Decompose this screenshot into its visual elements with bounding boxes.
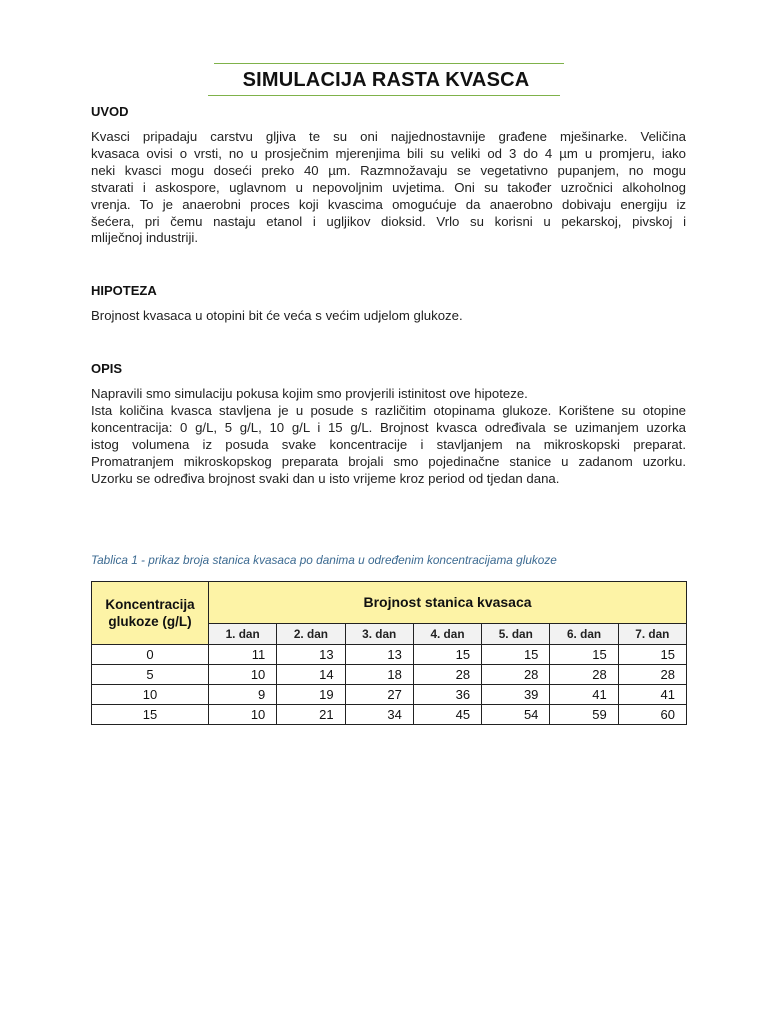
day-header: 3. dan [345, 623, 413, 644]
table-header-row [92, 582, 687, 624]
paragraph-line: Promatranjem mikroskopskog preparata brojali smo pojedinačne stanice u zadanom uzorku. [91, 453, 686, 469]
count-cell: 15 [482, 645, 550, 665]
document-title: SIMULACIJA RASTA KVASCA [242, 69, 530, 91]
table-row [92, 665, 687, 685]
section-heading-hipoteza: HIPOTEZA [91, 283, 157, 298]
paragraph-line: Kvasci pripadaju carstvu gljiva te su oni najjednostavnije građene mješinarke. Veličina [91, 129, 686, 144]
paragraph-line: stvarati i askospore, uglavnom u nepovoljnim uvjetima. Oni su također uzročnici alkoholnog [91, 179, 686, 195]
count-cell: 15 [618, 645, 686, 665]
count-cell: 13 [277, 645, 345, 665]
count-cell: 34 [345, 705, 413, 725]
paragraph-line: kvasaca ovisi o vrsti, no u prosječnim mjerenjima bili su veliki od 3 do 4 µm u promjeru, iako [91, 145, 686, 161]
document-title-block [208, 63, 564, 96]
count-cell: 59 [550, 705, 618, 725]
paragraph-line: vrenja. To je anaerobni proces koji kvascima omogućuje da anaerobno dobivaju energiju iz [91, 196, 686, 212]
count-cell: 41 [550, 685, 618, 705]
table-row [92, 645, 687, 665]
paragraph-line: mliječnoj industriji. [91, 230, 199, 246]
count-cell: 54 [482, 705, 550, 725]
count-cell: 15 [550, 645, 618, 665]
count-cell: 9 [209, 685, 277, 705]
paragraph-line: Napravili smo simulaciju pokusa kojim smo provjerili istinitost ove hipoteze. [91, 386, 528, 401]
count-cell: 18 [345, 665, 413, 685]
day-header: 2. dan [277, 623, 345, 644]
concentration-cell: 0 [92, 645, 209, 665]
paragraph-line: istog volumena iz posuda svake koncentracije i stavljanjem na mikroskopski preparat. [91, 436, 686, 452]
count-cell: 41 [618, 685, 686, 705]
section-heading-opis: OPIS [91, 361, 123, 376]
concentration-header: Koncentracija glukoze (g/L) [92, 582, 209, 645]
title-bottom-rule [208, 95, 560, 96]
count-cell: 28 [482, 665, 550, 685]
count-cell: 15 [413, 645, 481, 665]
count-cell: 21 [277, 705, 345, 725]
day-header: 6. dan [550, 623, 618, 644]
day-header: 4. dan [413, 623, 481, 644]
paragraph-line: Uzorku se određiva brojnost svaki dan u isto vrijeme kroz period od tjedan dana. [91, 470, 560, 486]
concentration-cell: 10 [92, 685, 209, 705]
count-cell: 11 [209, 645, 277, 665]
day-header: 7. dan [618, 623, 686, 644]
count-cell: 60 [618, 705, 686, 725]
cell-count-header: Brojnost stanica kvasaca [209, 582, 687, 624]
table-row [92, 685, 687, 705]
paragraph-line: Ista količina kvasca stavljena je u posude s različitim otopinama glukoze. Korištene su otopine [91, 402, 686, 418]
count-cell: 13 [345, 645, 413, 665]
section-heading-uvod: UVOD [91, 104, 129, 119]
table-row [92, 705, 687, 725]
count-cell: 28 [618, 665, 686, 685]
count-cell: 39 [482, 685, 550, 705]
paragraph-line: Brojnost kvasaca u otopini bit će veća s većim udjelom glukoze. [91, 308, 463, 323]
count-cell: 19 [277, 685, 345, 705]
table-caption: Tablica 1 - prikaz broja stanica kvasaca po danima u određenim koncentracijama glukoze [91, 553, 557, 567]
concentration-cell: 15 [92, 705, 209, 725]
count-cell: 10 [209, 705, 277, 725]
count-cell: 45 [413, 705, 481, 725]
day-header: 5. dan [482, 623, 550, 644]
opis-paragraph [91, 386, 686, 487]
paragraph-line: koncentracija: 0 g/L, 5 g/L, 10 g/L i 15 g/L. Brojnost kvasca određivala se uzimanjem uzorka [91, 419, 686, 435]
count-cell: 28 [550, 665, 618, 685]
paragraph-line: šećera, pri čemu nastaju etanol i ugljikov dioksid. Vrlo su korisni u pekarskoj, pivskoj i [91, 213, 686, 229]
count-cell: 27 [345, 685, 413, 705]
concentration-cell: 5 [92, 665, 209, 685]
count-cell: 14 [277, 665, 345, 685]
count-cell: 36 [413, 685, 481, 705]
uvod-paragraph [91, 129, 686, 247]
day-header: 1. dan [209, 623, 277, 644]
count-cell: 28 [413, 665, 481, 685]
paragraph-line: neki kvasci mogu doseći preko 40 µm. Razmnožavaju se vegetativno pupanjem, no mogu [91, 162, 686, 178]
count-cell: 10 [209, 665, 277, 685]
yeast-count-table [91, 581, 687, 725]
hipoteza-paragraph [91, 308, 686, 325]
